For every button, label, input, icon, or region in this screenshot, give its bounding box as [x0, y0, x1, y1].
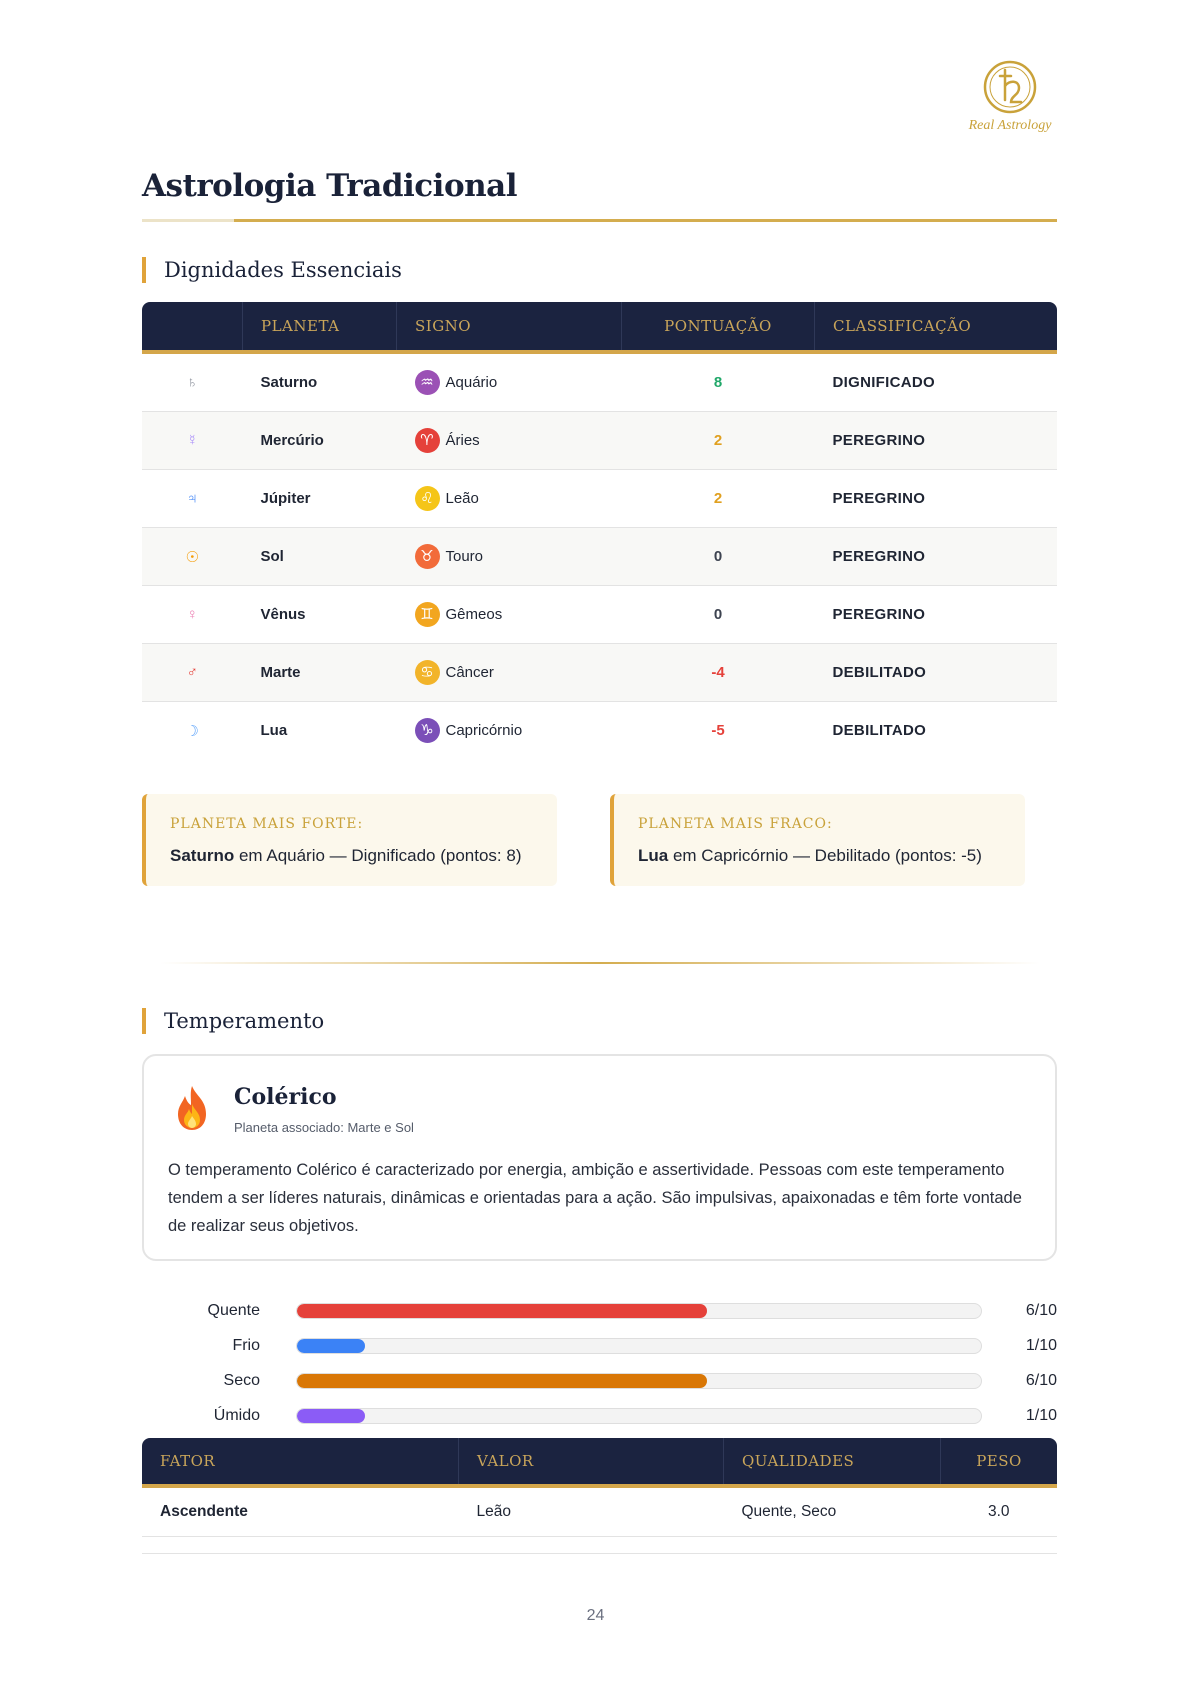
- sign-cell: [397, 586, 622, 644]
- table-header-row: [142, 302, 1057, 352]
- zodiac-sign-icon: ♑: [415, 718, 440, 743]
- sign-name: Aquário: [445, 374, 498, 391]
- classification-value: PEREGRINO: [815, 412, 1058, 470]
- classification-value: DEBILITADO: [832, 722, 927, 739]
- title-underline: [142, 219, 1057, 222]
- quality-label: Seco: [223, 1372, 260, 1389]
- sign-name: Câncer: [445, 664, 494, 681]
- quality-bar-fill: [297, 1304, 707, 1318]
- classification-value: DEBILITADO: [815, 644, 1058, 702]
- quality-bar-row: [142, 1334, 1057, 1358]
- column-header-weight: PESO: [941, 1438, 1058, 1486]
- section-heading-temperament: Temperamento: [142, 1008, 324, 1034]
- sign-name: Capricórnio: [445, 722, 523, 739]
- strongest-planet-detail: em Aquário — Dignificado (pontos: 8): [234, 846, 522, 865]
- quality-score: 6/10: [1025, 1372, 1057, 1389]
- score-value: 0: [622, 586, 815, 644]
- quality-bar-track: [296, 1303, 982, 1319]
- column-header-planet: PLANETA: [243, 302, 397, 352]
- column-header-classification: CLASSIFICAÇÃO: [815, 302, 1058, 352]
- table-row: [142, 644, 1057, 702]
- temperament-description: O temperamento Colérico é caracterizado por energia, ambição e assertividade. Pessoas com este temperamento tendem a ser líderes naturais, dinâmicas e orientadas para a ação. São impulsivas, apaixonadas e têm forte vontade de realizar seus objetivos.: [168, 1161, 1022, 1235]
- planet-name: Sol: [243, 528, 397, 586]
- planet-name: Mercúrio: [243, 412, 397, 470]
- page-title: Astrologia Tradicional: [142, 168, 518, 204]
- quality-bar-fill: [297, 1339, 365, 1353]
- strongest-planet-label: PLANETA MAIS FORTE:: [170, 816, 364, 832]
- planet-name: Saturno: [243, 352, 397, 412]
- column-header-score: PONTUAÇÃO: [622, 302, 815, 352]
- column-header-factor: FATOR: [142, 1438, 459, 1486]
- planet-symbol-icon: ♂: [142, 644, 243, 702]
- weakest-planet-label: PLANETA MAIS FRACO:: [638, 816, 833, 832]
- planet-symbol-icon: ☽: [185, 722, 199, 740]
- table-row: [142, 1486, 1057, 1537]
- zodiac-sign-icon: ♊: [415, 602, 440, 627]
- classification-value: PEREGRINO: [815, 586, 1058, 644]
- page-number: 24: [586, 1607, 605, 1624]
- factor-weight: 3.0: [941, 1486, 1058, 1537]
- strongest-planet-text: [170, 846, 533, 866]
- classification-value: DIGNIFICADO: [815, 352, 1058, 412]
- sign-cell: [397, 702, 622, 760]
- saturn-monogram-icon: [981, 58, 1039, 116]
- sign-cell: [397, 412, 622, 470]
- quality-label: Úmido: [213, 1407, 260, 1424]
- column-header-qualities: QUALIDADES: [724, 1438, 941, 1486]
- table-row: [142, 528, 1057, 586]
- quality-bar-row: [142, 1404, 1057, 1428]
- planet-name: Marte: [243, 644, 397, 702]
- factor-name: Ascendente: [142, 1486, 459, 1537]
- quality-label: Frio: [232, 1337, 260, 1354]
- sign-name: Gêmeos: [445, 606, 503, 623]
- sign-cell: [397, 644, 622, 702]
- quality-bar-row: [142, 1369, 1057, 1393]
- table-row: [142, 702, 1057, 760]
- table-row: [142, 470, 1057, 528]
- zodiac-sign-icon: ♒: [415, 370, 440, 395]
- planet-symbol-icon: ☉: [142, 528, 243, 586]
- temperament-planet: Planeta associado: Marte e Sol: [234, 1120, 414, 1135]
- table-row: [142, 352, 1057, 412]
- factor-qualities: Quente, Seco: [724, 1486, 941, 1537]
- quality-label: Quente: [207, 1302, 260, 1319]
- brand-name: Real Astrology: [968, 118, 1052, 133]
- temperament-card: [142, 1054, 1057, 1261]
- zodiac-sign-icon: ♈: [415, 428, 440, 453]
- classification-value: PEREGRINO: [815, 528, 1058, 586]
- column-header-sign: SIGNO: [397, 302, 622, 352]
- section-divider: [160, 962, 1040, 964]
- strongest-planet-name: Saturno: [170, 846, 235, 865]
- quality-bar-track: [296, 1408, 982, 1424]
- sign-name: Áries: [445, 432, 480, 449]
- table-header-row: [142, 1438, 1057, 1486]
- weakest-planet-detail: em Capricórnio — Debilitado (pontos: -5): [668, 846, 982, 865]
- quality-bar-track: [296, 1338, 982, 1354]
- quality-bar-fill: [297, 1374, 707, 1388]
- planet-name: Lua: [260, 722, 288, 739]
- weakest-planet-name: Lua: [638, 846, 669, 865]
- classification-value: PEREGRINO: [815, 470, 1058, 528]
- planet-symbol-icon: ☿: [142, 412, 243, 470]
- fire-icon: [170, 1084, 214, 1132]
- table-row: [142, 412, 1057, 470]
- strongest-planet-card: [142, 794, 557, 886]
- planet-symbol-icon: ♃: [142, 470, 243, 528]
- zodiac-sign-icon: ♌: [415, 486, 440, 511]
- score-value: -5: [711, 722, 725, 739]
- planet-symbol-icon: ♄: [142, 352, 243, 412]
- score-value: 2: [622, 412, 815, 470]
- weakest-planet-card: [610, 794, 1025, 886]
- quality-score: 6/10: [1025, 1302, 1057, 1319]
- brand-logo: [955, 58, 1065, 138]
- factors-table: [142, 1438, 1057, 1537]
- section-heading-dignities: Dignidades Essenciais: [142, 257, 402, 283]
- score-value: 2: [622, 470, 815, 528]
- score-value: -4: [622, 644, 815, 702]
- score-value: 0: [622, 528, 815, 586]
- sign-cell: [397, 528, 622, 586]
- table-row: [142, 586, 1057, 644]
- weakest-planet-text: [638, 846, 1001, 866]
- column-header-value: VALOR: [459, 1438, 724, 1486]
- planet-name: Júpiter: [243, 470, 397, 528]
- sign-name: Leão: [445, 490, 479, 507]
- column-header-symbol: [142, 302, 243, 352]
- quality-score: 1/10: [1025, 1407, 1057, 1424]
- dignities-table: [142, 302, 1057, 759]
- sign-name: Touro: [445, 548, 484, 565]
- quality-bar-fill: [297, 1409, 365, 1423]
- table-bottom-rule: [142, 1553, 1057, 1554]
- sign-cell: [397, 352, 622, 412]
- quality-bar-track: [296, 1373, 982, 1389]
- temperament-name: Colérico: [234, 1084, 337, 1110]
- planet-symbol-icon: ♀: [142, 586, 243, 644]
- quality-bar-row: [142, 1299, 1057, 1323]
- score-value: 8: [622, 352, 815, 412]
- zodiac-sign-icon: ♉: [415, 544, 440, 569]
- planet-name: Vênus: [243, 586, 397, 644]
- factor-value: Leão: [459, 1486, 724, 1537]
- zodiac-sign-icon: ♋: [415, 660, 440, 685]
- sign-cell: [397, 470, 622, 528]
- quality-score: 1/10: [1025, 1337, 1057, 1354]
